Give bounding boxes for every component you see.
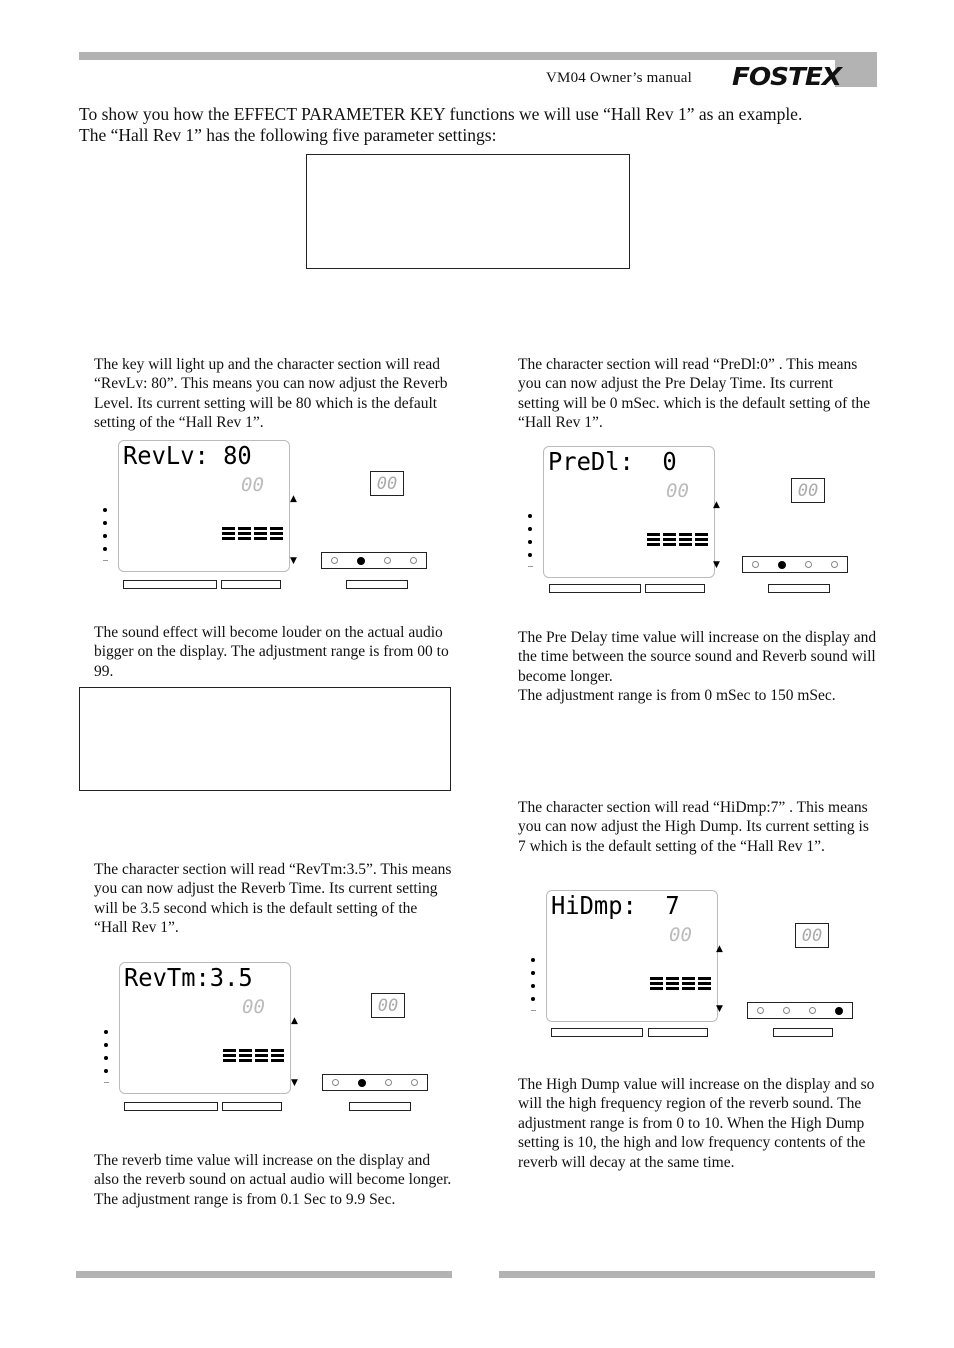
- predl-result: [518, 628, 880, 706]
- footer-rule-right: [499, 1271, 875, 1278]
- button-slot-2: [221, 580, 281, 589]
- button-slot-3: [768, 584, 830, 593]
- down-arrow-icon: ▼: [713, 560, 720, 570]
- led-indicators: [321, 552, 427, 569]
- lcd-character-text: RevTm:3.5: [124, 963, 253, 992]
- predl-range-text: The adjustment range is from 0 mSec to 150 mSec.: [518, 687, 836, 705]
- intro-line-2: The “Hall Rev 1” has the following five parameter settings:: [79, 125, 497, 145]
- button-slot-2: [645, 584, 705, 593]
- counter-display: 00: [370, 471, 404, 496]
- counter-display: 00: [371, 993, 405, 1018]
- counter-display: 00: [795, 923, 829, 948]
- button-slot-3: [773, 1028, 833, 1037]
- indicator-dots: [104, 1030, 108, 1083]
- led-indicators: [322, 1074, 428, 1091]
- lcd-level-bars: [647, 533, 708, 546]
- lcd-level-bars: [650, 977, 711, 990]
- lcd-display-revtm: [119, 962, 479, 1122]
- indicator-dots: [103, 508, 107, 561]
- up-arrow-icon: ▲: [716, 944, 723, 954]
- lcd-character-text: HiDmp: 7: [551, 891, 680, 920]
- lcd-level-bars: [222, 527, 283, 540]
- lcd-small-digits: 00: [241, 474, 264, 496]
- hidmp-description: The character section will read “HiDmp:7” . This means you can now adjust the High Dump. Its current setting is 7 which is the default setting of the “Hall Rev 1”.: [518, 799, 869, 855]
- lcd-screen: [119, 962, 291, 1094]
- down-arrow-icon: ▼: [290, 556, 297, 566]
- lcd-display-predl: [543, 446, 903, 606]
- down-arrow-icon: ▼: [716, 1004, 723, 1014]
- button-slot-1: [124, 1102, 218, 1111]
- footer-rule-left: [76, 1271, 452, 1278]
- button-slot-2: [222, 1102, 282, 1111]
- button-slot-3: [346, 580, 408, 589]
- revtm-result: The reverb time value will increase on the display and also the reverb sound on actual audio will become longer. The adjustment range is from 0.1 Sec to 9.9 Sec.: [94, 1152, 452, 1208]
- down-arrow-icon: ▼: [291, 1078, 298, 1088]
- revlv-result: The sound effect will become louder on the actual audio bigger on the display. The adjustment range is from 00 to 99.: [94, 624, 449, 680]
- intro-line-1: To show you how the EFFECT PARAMETER KEY functions we will use “Hall Rev 1” as an example.: [79, 104, 803, 124]
- up-arrow-icon: ▲: [713, 500, 720, 510]
- predl-description: The character section will read “PreDl:0” . This means you can now adjust the Pre Delay Time. Its current setting will be 0 mSec. which is the default setting of the “Hall Rev 1”.: [518, 356, 871, 432]
- indicator-dots: [531, 958, 535, 1011]
- led-indicators: [742, 556, 848, 573]
- button-slot-2: [648, 1028, 708, 1037]
- intro-text: [79, 104, 879, 146]
- up-arrow-icon: ▲: [291, 1016, 298, 1026]
- note-box: [79, 687, 451, 791]
- lcd-small-digits: 00: [242, 996, 265, 1018]
- lcd-small-digits: 00: [666, 480, 689, 502]
- lcd-character-text: PreDl: 0: [548, 447, 677, 476]
- lcd-screen: [118, 440, 290, 572]
- lcd-display-revlv: [118, 440, 478, 600]
- button-slot-1: [549, 584, 641, 593]
- button-slot-1: [551, 1028, 643, 1037]
- manual-title: VM04 Owner’s manual: [546, 70, 692, 86]
- hidmp-result: The High Dump value will increase on the display and so will the high frequency region of the reverb sound. The adjustment range is from 0 to 10. When the High Dump setting is 10, the high and low frequency contents of the reverb will decay at the same time.: [518, 1076, 875, 1171]
- fostex-logo: FOSTEX: [732, 62, 841, 91]
- predl-result-text: The Pre Delay time value will increase on the display and the time between the source sound and Reverb sound will become longer.: [518, 629, 877, 685]
- indicator-dots: [528, 514, 532, 567]
- led-indicators: [747, 1002, 853, 1019]
- button-slot-3: [349, 1102, 411, 1111]
- up-arrow-icon: ▲: [290, 494, 297, 504]
- lcd-screen: [543, 446, 715, 578]
- revtm-description: The character section will read “RevTm:3.5”. This means you can now adjust the Reverb Time. Its current setting will be 3.5 second which is the default setting of the “Hall Rev 1”.: [94, 861, 452, 937]
- parameter-settings-box: [306, 154, 630, 269]
- header-rule: [79, 52, 877, 60]
- header-tab-block: [835, 52, 877, 87]
- counter-display: 00: [791, 478, 825, 503]
- lcd-small-digits: 00: [669, 924, 692, 946]
- button-slot-1: [123, 580, 217, 589]
- lcd-screen: [546, 890, 718, 1022]
- lcd-display-hidmp: [546, 890, 906, 1050]
- lcd-level-bars: [223, 1049, 284, 1062]
- lcd-character-text: RevLv: 80: [123, 441, 252, 470]
- revlv-description: The key will light up and the character section will read “RevLv: 80”. This means you can now adjust the Reverb Level. Its current setting will be 80 which is the default setting of the “Hall Rev 1”.: [94, 356, 448, 432]
